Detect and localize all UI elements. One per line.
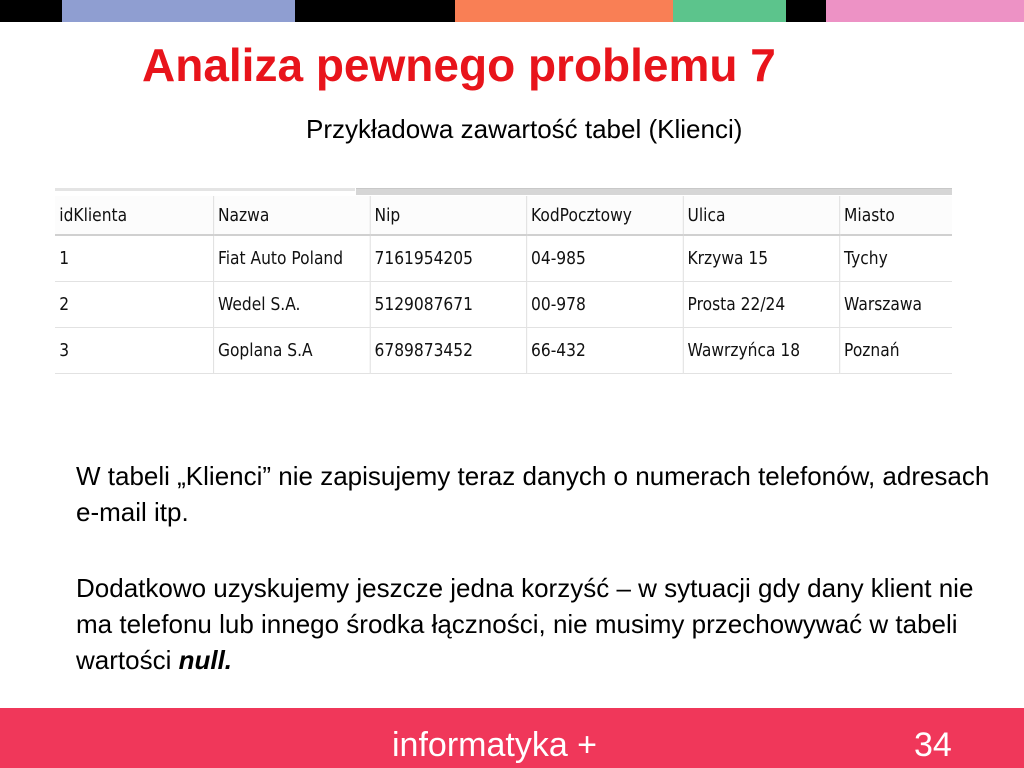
top-bar-segment (0, 0, 62, 22)
slide-subtitle: Przykładowa zawartość tabel (Klienci) (306, 114, 743, 144)
column-header[interactable]: Nazwa (213, 196, 370, 235)
slide-title: Analiza pewnego problemu 7 (142, 39, 776, 91)
paragraph-null-benefit (76, 570, 996, 678)
grid-top-border (356, 188, 952, 195)
clients-table-screenshot (55, 188, 952, 376)
table-cell[interactable]: 7161954205 (370, 235, 527, 282)
table-cell[interactable]: Fiat Auto Poland (213, 235, 370, 282)
table-cell[interactable]: 00-978 (526, 282, 683, 328)
column-header[interactable]: idKlienta (55, 196, 213, 235)
table-cell[interactable]: Krzywa 15 (683, 235, 840, 282)
clients-table (55, 196, 952, 374)
table-row[interactable] (55, 328, 952, 374)
table-cell[interactable]: 2 (55, 282, 213, 328)
footer-bar (0, 708, 1024, 768)
table-header-row (55, 196, 952, 235)
column-header[interactable]: Miasto (839, 196, 952, 235)
table-cell[interactable]: Prosta 22/24 (683, 282, 840, 328)
table-cell[interactable]: 3 (55, 328, 213, 374)
page-number: 34 (914, 726, 952, 764)
paragraph-no-phone-columns: W tabeli „Klienci” nie zapisujemy teraz danych o numerach telefonów, adresach e-mail itp. (76, 461, 990, 527)
table-cell[interactable]: Poznań (839, 328, 952, 374)
table-cell[interactable]: 04-985 (526, 235, 683, 282)
top-bar-segment (62, 0, 295, 22)
top-bar-segment (826, 0, 1024, 22)
paragraph-text: Dodatkowo uzyskujemy jeszcze jedna korzyść – w sytuacji gdy dany klient nie ma telefonu lub innego środka łączności, nie musimy przechowywać w tabeli wartości (76, 573, 974, 675)
top-bar-segment (295, 0, 455, 22)
top-color-bar (0, 0, 1024, 22)
table-row[interactable] (55, 282, 952, 328)
table-cell[interactable]: 1 (55, 235, 213, 282)
top-bar-segment (455, 0, 673, 22)
table-cell[interactable]: 66-432 (526, 328, 683, 374)
null-emphasis: null. (178, 645, 233, 675)
table-cell[interactable]: Wedel S.A. (213, 282, 370, 328)
footer-label: informatyka + (392, 726, 598, 764)
grid-top-border (55, 188, 355, 191)
column-header[interactable]: Nip (370, 196, 527, 235)
table-cell[interactable]: Goplana S.A (213, 328, 370, 374)
table-row[interactable] (55, 235, 952, 282)
table-cell[interactable]: Warszawa (839, 282, 952, 328)
table-cell[interactable]: 5129087671 (370, 282, 527, 328)
table-cell[interactable]: Wawrzyńca 18 (683, 328, 840, 374)
table-cell[interactable]: 6789873452 (370, 328, 527, 374)
column-header[interactable]: Ulica (683, 196, 840, 235)
table-cell[interactable]: Tychy (839, 235, 952, 282)
top-bar-segment (673, 0, 786, 22)
column-header[interactable]: KodPocztowy (526, 196, 683, 235)
top-bar-segment (786, 0, 826, 22)
